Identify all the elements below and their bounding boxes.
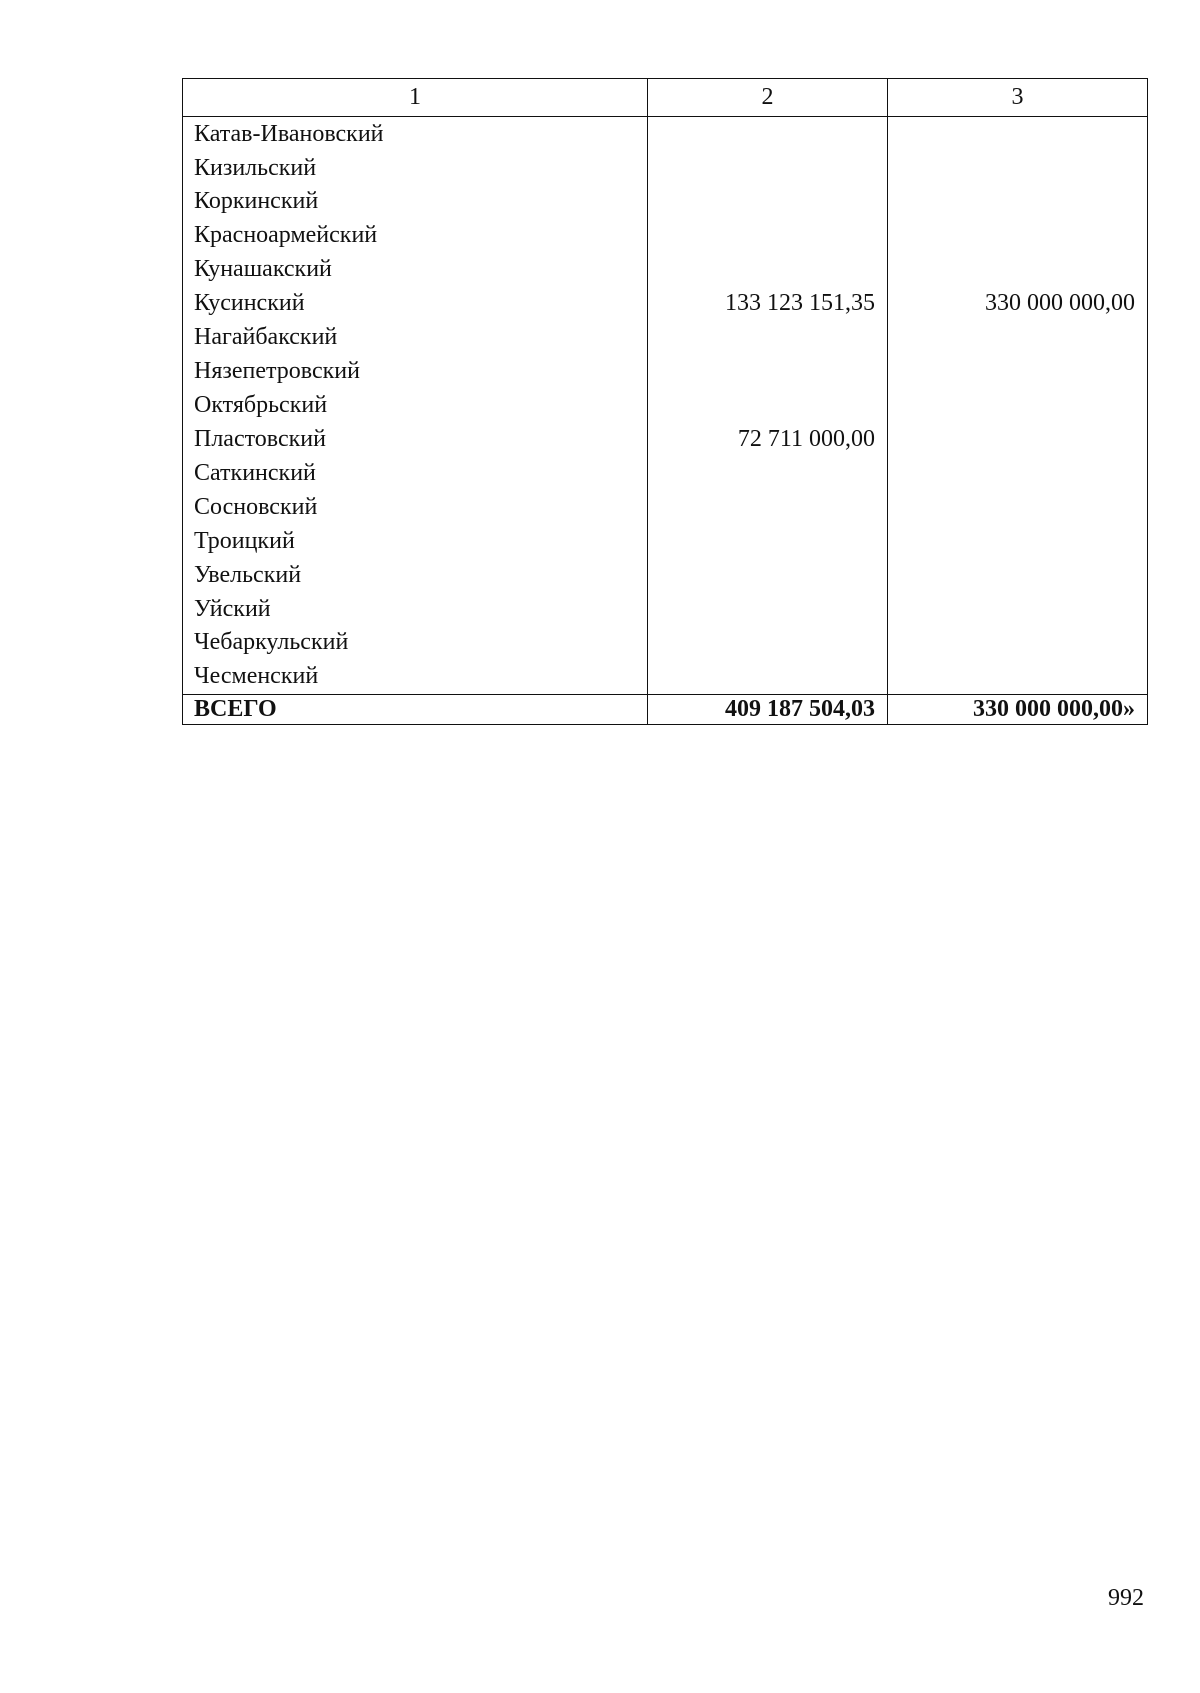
table-row [183, 389, 1148, 423]
value-cell-col2 [648, 151, 888, 185]
value-cell-col3: 330 000 000,00 [888, 287, 1148, 321]
table-row [183, 253, 1148, 287]
table-row [183, 660, 1148, 694]
district-name-cell: Октябрьский [183, 389, 648, 423]
header-cell-3: 3 [888, 79, 1148, 117]
table-row [183, 287, 1148, 321]
value-cell-col2 [648, 219, 888, 253]
table-row [183, 185, 1148, 219]
table-row [183, 219, 1148, 253]
value-cell-col2: 133 123 151,35 [648, 287, 888, 321]
district-name-cell: Чесменский [183, 660, 648, 694]
table-row [183, 151, 1148, 185]
value-cell-col2 [648, 490, 888, 524]
page-number: 992 [1108, 1585, 1144, 1611]
value-cell-col2 [648, 558, 888, 592]
district-name-cell: Увельский [183, 558, 648, 592]
total-label-cell: ВСЕГО [183, 694, 648, 724]
value-cell-col3 [888, 185, 1148, 219]
district-name-cell: Нязепетровский [183, 355, 648, 389]
table-row [183, 355, 1148, 389]
total-col3-cell: 330 000 000,00» [888, 694, 1148, 724]
value-cell-col2 [648, 185, 888, 219]
table-row [183, 524, 1148, 558]
value-cell-col3 [888, 117, 1148, 151]
district-name-cell: Троицкий [183, 524, 648, 558]
table-row [183, 321, 1148, 355]
table-row [183, 456, 1148, 490]
district-name-cell: Красноармейский [183, 219, 648, 253]
value-cell-col2 [648, 456, 888, 490]
data-table [182, 78, 1148, 725]
value-cell-col3 [888, 558, 1148, 592]
value-cell-col3 [888, 355, 1148, 389]
table-row [183, 626, 1148, 660]
value-cell-col3 [888, 490, 1148, 524]
value-cell-col3 [888, 456, 1148, 490]
table-body [183, 79, 1148, 725]
value-cell-col2 [648, 592, 888, 626]
value-cell-col2 [648, 389, 888, 423]
district-name-cell: Коркинский [183, 185, 648, 219]
header-cell-1: 1 [183, 79, 648, 117]
district-name-cell: Катав-Ивановский [183, 117, 648, 151]
header-cell-2: 2 [648, 79, 888, 117]
table-row [183, 558, 1148, 592]
district-name-cell: Кусинский [183, 287, 648, 321]
value-cell-col2: 72 711 000,00 [648, 422, 888, 456]
district-name-cell: Уйский [183, 592, 648, 626]
value-cell-col3 [888, 592, 1148, 626]
value-cell-col3 [888, 321, 1148, 355]
table-row [183, 117, 1148, 151]
district-name-cell: Кизильский [183, 151, 648, 185]
value-cell-col3 [888, 389, 1148, 423]
district-name-cell: Нагайбакский [183, 321, 648, 355]
value-cell-col3 [888, 151, 1148, 185]
value-cell-col2 [648, 117, 888, 151]
table-row [183, 592, 1148, 626]
value-cell-col2 [648, 355, 888, 389]
header-row [183, 79, 1148, 117]
district-name-cell: Саткинский [183, 456, 648, 490]
value-cell-col2 [648, 321, 888, 355]
district-name-cell: Кунашакский [183, 253, 648, 287]
value-cell-col2 [648, 253, 888, 287]
value-cell-col2 [648, 524, 888, 558]
district-name-cell: Чебаркульский [183, 626, 648, 660]
value-cell-col3 [888, 219, 1148, 253]
value-cell-col2 [648, 660, 888, 694]
value-cell-col3 [888, 660, 1148, 694]
district-name-cell: Сосновский [183, 490, 648, 524]
value-cell-col2 [648, 626, 888, 660]
table-row [183, 490, 1148, 524]
total-row [183, 694, 1148, 724]
value-cell-col3 [888, 253, 1148, 287]
table-row [183, 422, 1148, 456]
value-cell-col3 [888, 422, 1148, 456]
value-cell-col3 [888, 626, 1148, 660]
value-cell-col3 [888, 524, 1148, 558]
total-col2-cell: 409 187 504,03 [648, 694, 888, 724]
district-name-cell: Пластовский [183, 422, 648, 456]
